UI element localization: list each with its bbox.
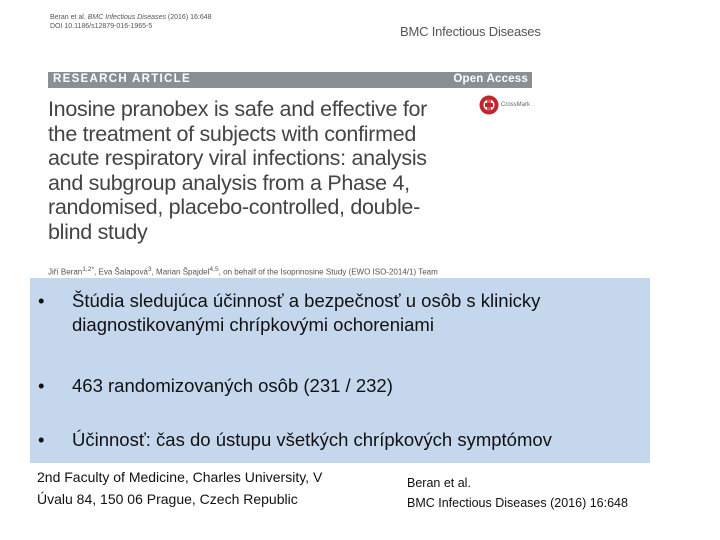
affiliation-footer — [37, 466, 322, 510]
author-2: , Eva Šalapová — [94, 267, 148, 277]
article-type-bar — [48, 72, 532, 88]
citation-authors: Beran et al. — [50, 14, 86, 21]
author-list — [48, 266, 438, 277]
citation-header — [50, 13, 212, 31]
crossmark-badge[interactable] — [479, 95, 530, 115]
author-3-affiliation: 4,5 — [209, 266, 219, 273]
bullet-glyph: • — [38, 375, 45, 396]
bullet-text: 463 randomizovaných osôb (231 / 232) — [72, 375, 393, 396]
bullet-text: Štúdia sledujúca účinnosť a bezpečnosť u osôb s klinicky diagnostikovanými chrípkovými ochoreniami — [72, 290, 541, 335]
journal-logo-text: BMC Infectious Diseases — [400, 24, 541, 39]
crossmark-label: CrossMark — [501, 102, 531, 108]
affiliation-line-2: Úvalu 84, 150 06 Prague, Czech Republic — [37, 491, 298, 507]
bullet-text: Účinnosť: čas do ústupu všetkých chrípkových symptómov — [72, 429, 552, 450]
open-access-label: Open Access — [453, 73, 528, 85]
crossmark-icon — [479, 95, 499, 115]
doi-line[interactable]: DOI 10.1186/s12879-016-1965-5 — [50, 23, 153, 30]
citation-rest: (2016) 16:648 — [167, 14, 212, 21]
author-team: , on behalf of the Isoprinosine Study (EWO ISO-2014/1) Team — [218, 267, 438, 277]
citation-journal: BMC Infectious Diseases — [87, 14, 166, 21]
bullet-item — [38, 289, 638, 337]
citation-footer — [407, 473, 628, 513]
article-title: Inosine pranobex is safe and effective for the treatment of subjects with confirmed acute respiratory viral infections: analysis and subgroup analysis from a Phase 4, randomised, placebo-controlled, double-blind study — [48, 97, 428, 244]
citation-footer-line-2: BMC Infectious Diseases (2016) 16:648 — [407, 496, 628, 510]
author-3: , Marian Špajdel — [151, 267, 210, 277]
author-2-affiliation: 3 — [147, 266, 152, 273]
author-1-affiliation: 1,2* — [82, 266, 95, 273]
citation-footer-line-1: Beran et al. — [407, 476, 471, 490]
affiliation-line-1: 2nd Faculty of Medicine, Charles University, V — [37, 469, 323, 485]
bullet-item — [38, 374, 393, 398]
bullet-item — [38, 428, 552, 452]
article-type-label: RESEARCH ARTICLE — [53, 73, 191, 85]
author-1: Jiří Beran — [48, 267, 83, 277]
citation-line — [50, 13, 212, 22]
bullet-glyph: • — [38, 290, 45, 311]
bullet-glyph: • — [38, 429, 45, 450]
slide-content-box — [30, 278, 650, 463]
